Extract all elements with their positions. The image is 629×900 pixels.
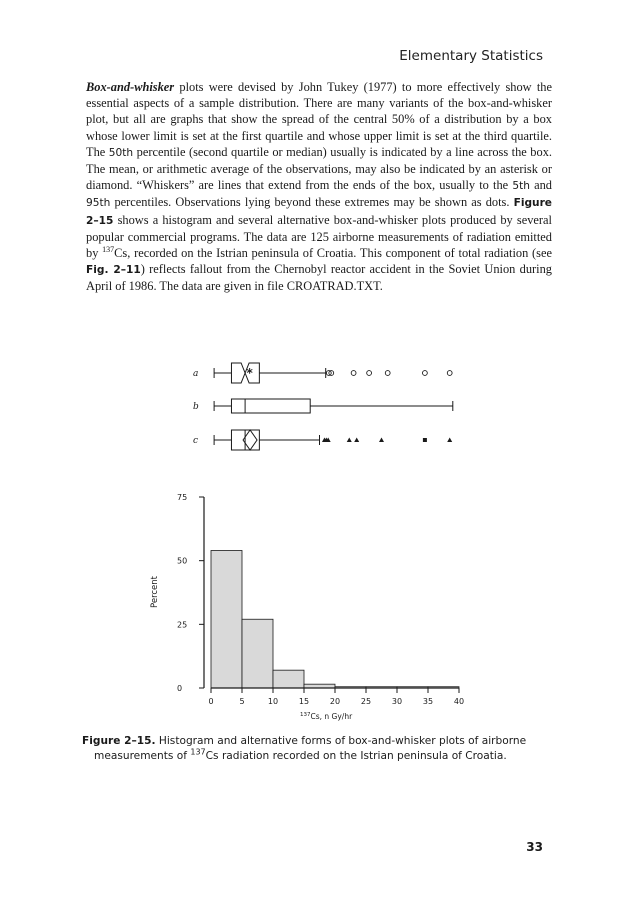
x-tick-label: 15 xyxy=(298,697,310,706)
body-text-3: and xyxy=(529,178,552,193)
running-title: Elementary Statistics xyxy=(399,48,543,64)
caption-text-1: Histogram and alternative forms of box-and-whisker plots of airborne measurements of xyxy=(94,735,527,762)
caption-text-2: Cs radiation recorded on the Istrian peninsula of Croatia. xyxy=(205,750,507,762)
x-tick-label: 35 xyxy=(422,697,434,706)
body-text-6: , recorded on the Istrian peninsula of Croatia. This component of total radiation (see xyxy=(127,246,552,261)
figure-reference-2[interactable]: Fig. 2–11 xyxy=(86,264,141,277)
box-b xyxy=(231,399,310,413)
x-axis-label xyxy=(300,712,353,721)
mean-asterisk-a: * xyxy=(246,366,253,380)
outlier-circle-a xyxy=(423,371,428,376)
histogram-bar xyxy=(242,619,273,688)
isotope-mass-number: 137 xyxy=(102,244,115,254)
body-text-2: percentile (second quartile or median) usually is indicated by a line across the box. The mean, or arithmetic average of the observations, may also be indicated by an asterisk or diamond. “Whiskers” are lines that extend from the ends of the box, usually to the xyxy=(86,144,552,193)
box-plot-label-a: a xyxy=(193,369,199,379)
box-plot-label-b: b xyxy=(193,402,199,412)
outlier-triangle-c xyxy=(347,438,352,443)
x-tick-label: 40 xyxy=(453,697,465,706)
x-tick-label: 30 xyxy=(391,697,403,706)
ordinal-50th: 50th xyxy=(108,146,134,159)
y-tick-label: 0 xyxy=(177,684,183,693)
box-plot-label-c: c xyxy=(193,436,199,446)
figure-caption xyxy=(82,734,564,764)
y-tick-label: 50 xyxy=(177,556,188,566)
histogram-bar xyxy=(211,550,242,688)
box-left-a xyxy=(231,363,245,383)
isotope-element: Cs xyxy=(114,246,128,261)
outlier-circle-a xyxy=(367,371,372,376)
outlier-square-c xyxy=(423,438,427,442)
outlier-triangle-c xyxy=(354,438,359,443)
ordinal-5th: 5th xyxy=(512,180,530,193)
caption-superscript: 137 xyxy=(190,747,206,757)
body-text-5: shows a histogram and several alternative box-and-whisker plots produced by several popular commercial programs. The data are 125 airborne measurements of radiation emitted by xyxy=(86,212,552,261)
histogram-bar xyxy=(273,670,304,688)
caption-label: Figure 2–15. xyxy=(82,735,156,747)
outlier-circle-a xyxy=(385,371,390,376)
x-tick-label: 0 xyxy=(208,697,214,706)
lead-term: Box-and-whisker xyxy=(86,80,175,94)
outlier-triangle-c xyxy=(447,438,452,443)
outlier-circle-a xyxy=(447,371,452,376)
y-tick-label: 25 xyxy=(177,620,188,630)
page-number: 33 xyxy=(526,840,543,854)
x-axis-label-text: Cs, n Gy/hr xyxy=(310,712,353,721)
body-text-4: percentiles. Observations lying beyond these extremes may be shown as dots. xyxy=(110,195,514,210)
x-tick-label: 25 xyxy=(360,697,372,706)
x-tick-label: 20 xyxy=(329,697,341,706)
body-text-7: ) reflects fallout from the Chernobyl reactor accident in the Soviet Union during April of 1986. The data are given in file CROATRAD.TXT. xyxy=(86,262,552,294)
x-tick-label: 5 xyxy=(239,697,245,706)
figure-reference[interactable]: Figure 2–15 xyxy=(86,197,552,227)
y-axis-label: Percent xyxy=(150,576,160,608)
x-tick-label: 10 xyxy=(267,697,279,706)
body-text-1: plots were devised by John Tukey (1977) to more effectively show the essential aspects of a sample distribution. There are many variants of the box-and-whisker plot, but all are graphs that show the spread of the central 50% of a distribution by a box whose lower limit is set at the first quartile and whose upper limit is set at the third quartile. The xyxy=(86,80,552,159)
ordinal-95th: 95th xyxy=(86,197,111,210)
y-tick-label: 75 xyxy=(177,493,188,502)
x-axis-label-sup: 137 xyxy=(300,712,311,718)
outlier-circle-a xyxy=(351,371,356,376)
outlier-triangle-c xyxy=(379,438,384,443)
